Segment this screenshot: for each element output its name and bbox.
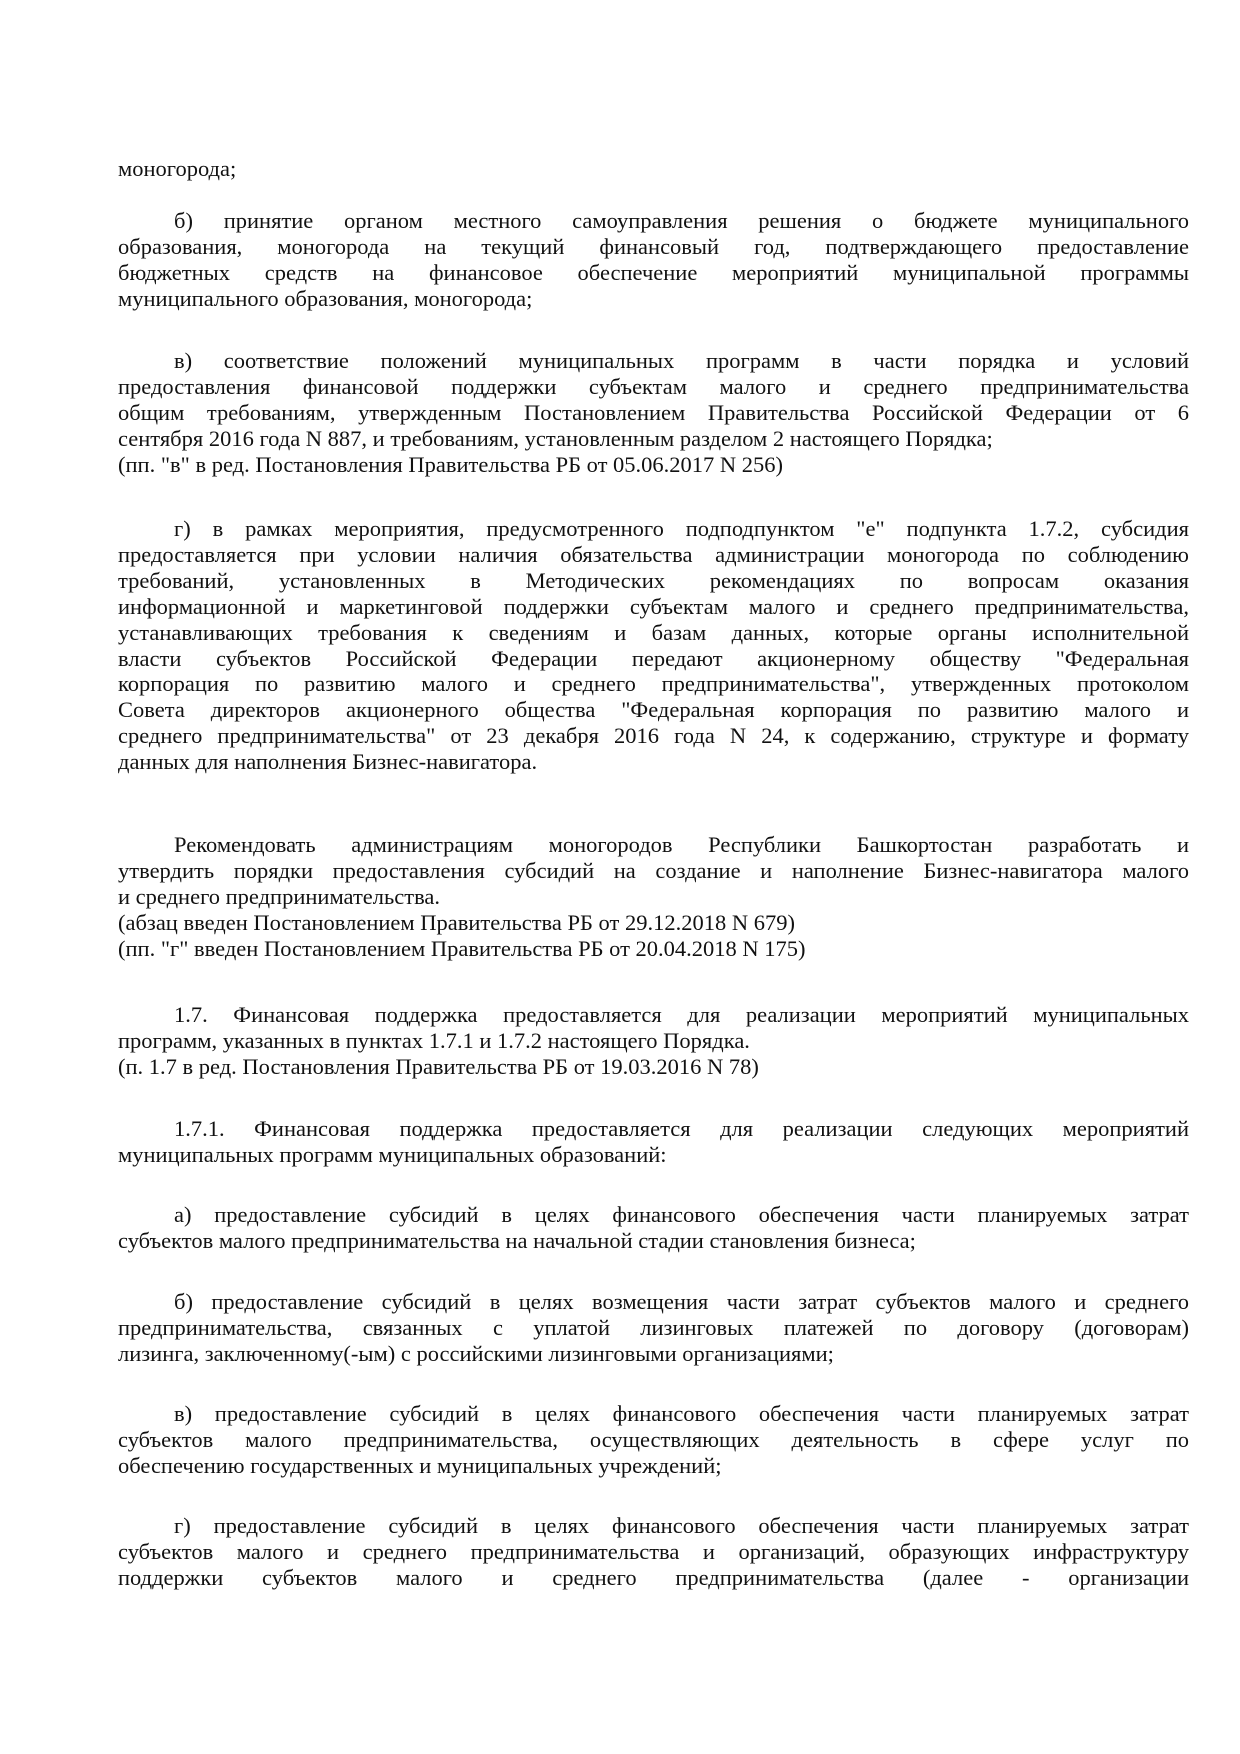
text-line: моногорода; [118,156,237,181]
paragraph-sub-v [118,1401,1189,1479]
text-line: и среднего предпринимательства. [118,883,441,909]
text-line: утвердить порядки предоставления субсидий на создание и наполнение Бизнес-навигатора малого [118,857,1189,883]
text-line: власти субъектов Российской Федерации передают акционерному обществу "Федеральная [118,645,1189,671]
text-line: муниципального образования, моногорода; [118,285,533,311]
paragraph-p-1-7-1 [118,1116,1189,1168]
paragraph-recommend [118,832,1189,962]
text-line: 1.7. Финансовая поддержка предоставляется для реализации мероприятий муниципальных [174,1002,1189,1027]
paragraph-p-1-7 [118,1002,1189,1080]
text-line: субъектов малого предпринимательства, осуществляющих деятельность в сфере услуг по [118,1426,1189,1452]
text-line: в) соответствие положений муниципальных программ в части порядка и условий [174,348,1189,373]
text-line: среднего предпринимательства" от 23 декабря 2016 года N 24, к содержанию, структуре и формату [118,723,1189,749]
text-line: общим требованиям, утвержденным Постановлением Правительства Российской Федерации от 6 [118,399,1189,425]
text-line: Рекомендовать администрациям моногородов Республики Башкортостан разработать и [174,832,1189,857]
text-line: лизинга, заключенному(-ым) с российскими лизинговыми организациями; [118,1340,834,1366]
text-line: (пп. "в" в ред. Постановления Правительства РБ от 05.06.2017 N 256) [118,451,784,477]
text-line: 1.7.1. Финансовая поддержка предоставляется для реализации следующих мероприятий [174,1116,1189,1141]
text-line: субъектов малого предпринимательства на начальной стадии становления бизнеса; [118,1227,916,1253]
text-line: (п. 1.7 в ред. Постановления Правительства РБ от 19.03.2016 N 78) [118,1053,759,1079]
text-line: а) предоставление субсидий в целях финансового обеспечения части планируемых затрат [174,1202,1189,1227]
paragraph-sub-b [118,1289,1189,1367]
text-line: требований, установленных в Методических рекомендациях по вопросам оказания [118,567,1189,593]
paragraph-item-b [118,208,1189,312]
text-line: программ, указанных в пунктах 1.7.1 и 1.7.2 настоящего Порядка. [118,1027,750,1053]
text-line: предоставления финансовой поддержки субъектам малого и среднего предпринимательства [118,373,1189,399]
text-line: субъектов малого и среднего предпринимательства и организаций, образующих инфраструктуру [118,1538,1189,1564]
text-line: бюджетных средств на финансовое обеспечение мероприятий муниципальной программы [118,259,1189,285]
text-line: данных для наполнения Бизнес-навигатора. [118,749,538,775]
text-line: (пп. "г" введен Постановлением Правительства РБ от 20.04.2018 N 175) [118,935,806,961]
paragraph-sub-a [118,1202,1189,1254]
text-line: образования, моногорода на текущий финансовый год, подтверждающего предоставление [118,233,1189,259]
text-line: г) предоставление субсидий в целях финансового обеспечения части планируемых затрат [174,1513,1189,1538]
text-line: в) предоставление субсидий в целях финансового обеспечения части планируемых затрат [174,1401,1189,1426]
paragraph-item-g [118,516,1189,775]
text-line: корпорация по развитию малого и среднего предпринимательства", утвержденных протоколом [118,671,1189,697]
text-line: сентября 2016 года N 887, и требованиям, установленным разделом 2 настоящего Порядка; [118,425,993,451]
text-line: информационной и маркетинговой поддержки субъектам малого и среднего предпринимательства, [118,593,1189,619]
text-line: г) в рамках мероприятия, предусмотренного подподпунктом "е" подпункта 1.7.2, субсидия [174,516,1189,541]
paragraph-sub-g [118,1513,1189,1591]
paragraph-mono-end [118,156,1189,182]
text-line: поддержки субъектов малого и среднего предпринимательства (далее - организации [118,1564,1189,1590]
text-line: б) принятие органом местного самоуправления решения о бюджете муниципального [174,208,1189,233]
text-line: Совета директоров акционерного общества "Федеральная корпорация по развитию малого и [118,697,1189,723]
text-line: предоставляется при условии наличия обязательства администрации моногорода по соблюдению [118,541,1189,567]
paragraph-item-v [118,348,1189,478]
text-line: обеспечению государственных и муниципальных учреждений; [118,1452,722,1478]
text-line: б) предоставление субсидий в целях возмещения части затрат субъектов малого и среднего [174,1289,1189,1314]
text-line: (абзац введен Постановлением Правительства РБ от 29.12.2018 N 679) [118,909,795,935]
text-line: устанавливающих требования к сведениям и базам данных, которые органы исполнительной [118,619,1189,645]
text-line: предпринимательства, связанных с уплатой лизинговых платежей по договору (договорам) [118,1314,1189,1340]
text-line: муниципальных программ муниципальных образований: [118,1141,667,1167]
